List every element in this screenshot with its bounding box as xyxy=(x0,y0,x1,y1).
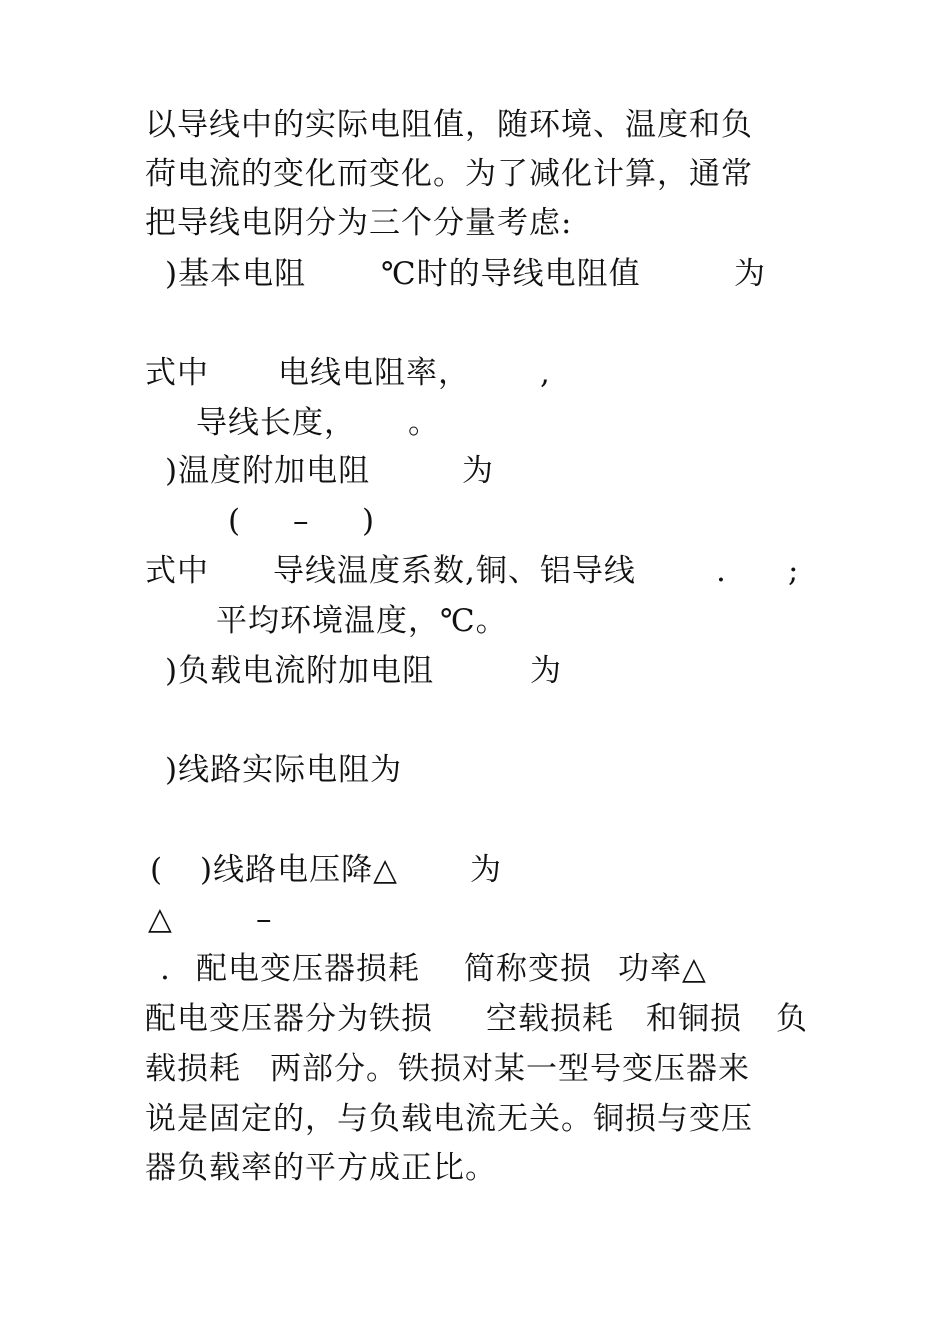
text-line-12 xyxy=(0,748,950,792)
text-line-5 xyxy=(0,351,950,395)
text-line-4 xyxy=(0,252,950,296)
text-line-10 xyxy=(0,599,950,643)
line-text: 和铜损 xyxy=(646,1001,742,1037)
line-text: ) xyxy=(362,503,376,539)
line-text: )线路电压降△ xyxy=(200,852,398,888)
text-line-19 xyxy=(0,1146,950,1190)
line-text: 平均环境温度，℃。 xyxy=(216,603,508,639)
line-text: – xyxy=(293,503,310,539)
line-text: )负载电流附加电阻 xyxy=(165,653,435,689)
text-line-15 xyxy=(0,947,950,991)
line-text: 以导线中的实际电阻值，随环境、温度和负 xyxy=(145,107,753,143)
text-line-1 xyxy=(0,103,950,147)
line-text: 负 xyxy=(776,1001,808,1037)
line-text: 式中 xyxy=(145,355,209,391)
line-text: △ xyxy=(148,901,173,937)
line-text: 式中 xyxy=(145,553,209,589)
line-text: 为 xyxy=(470,852,502,888)
text-line-8 xyxy=(0,499,950,543)
text-line-18 xyxy=(0,1097,950,1141)
text-line-9 xyxy=(0,549,950,593)
text-line-14 xyxy=(0,897,950,941)
line-text: 。 xyxy=(408,405,440,441)
line-text: 说是固定的，与负载电流无关。铜损与变压 xyxy=(145,1101,753,1137)
line-text: 为 xyxy=(462,453,494,489)
line-text: 简称变损 xyxy=(464,951,592,987)
text-line-7 xyxy=(0,449,950,493)
line-text: – xyxy=(256,901,273,937)
line-text: 把导线电阴分为三个分量考虑: xyxy=(145,205,573,241)
line-text: . xyxy=(716,553,727,589)
line-text: ( xyxy=(150,852,164,888)
line-text: 配电变压器损耗 xyxy=(196,951,420,987)
line-text: 荷电流的变化而变化。为了减化计算，通常 xyxy=(145,156,753,192)
text-line-16 xyxy=(0,997,950,1041)
line-text: 功率△ xyxy=(618,951,707,987)
line-text: ( xyxy=(228,503,242,539)
text-line-6 xyxy=(0,401,950,445)
line-text: 导线温度系数,铜、铝导线 xyxy=(273,553,636,589)
line-text: 器负载率的平方成正比。 xyxy=(145,1150,497,1186)
line-text: 空载损耗 xyxy=(486,1001,614,1037)
text-line-2 xyxy=(0,152,950,196)
line-text: 配电变压器分为铁损 xyxy=(145,1001,433,1037)
line-text: )温度附加电阻 xyxy=(165,453,371,489)
line-text: , xyxy=(540,355,551,391)
line-text: 为 xyxy=(530,653,562,689)
line-text: 载损耗 xyxy=(145,1051,241,1087)
line-text: 两部分。铁损对某一型号变压器来 xyxy=(270,1051,750,1087)
line-text: 为 xyxy=(734,256,766,292)
text-line-11 xyxy=(0,649,950,693)
line-text: ℃时的导线电阻值 xyxy=(381,256,641,292)
line-text: 电线电阻率， xyxy=(278,355,470,391)
line-text: )基本电阻 xyxy=(165,256,307,292)
text-line-13 xyxy=(0,848,950,892)
text-line-17 xyxy=(0,1047,950,1091)
text-line-3 xyxy=(0,201,950,245)
line-text: )线路实际电阻为 xyxy=(165,752,403,788)
line-text: 导线长度， xyxy=(196,405,356,441)
line-text: ; xyxy=(788,553,800,589)
line-text: . xyxy=(160,951,171,987)
